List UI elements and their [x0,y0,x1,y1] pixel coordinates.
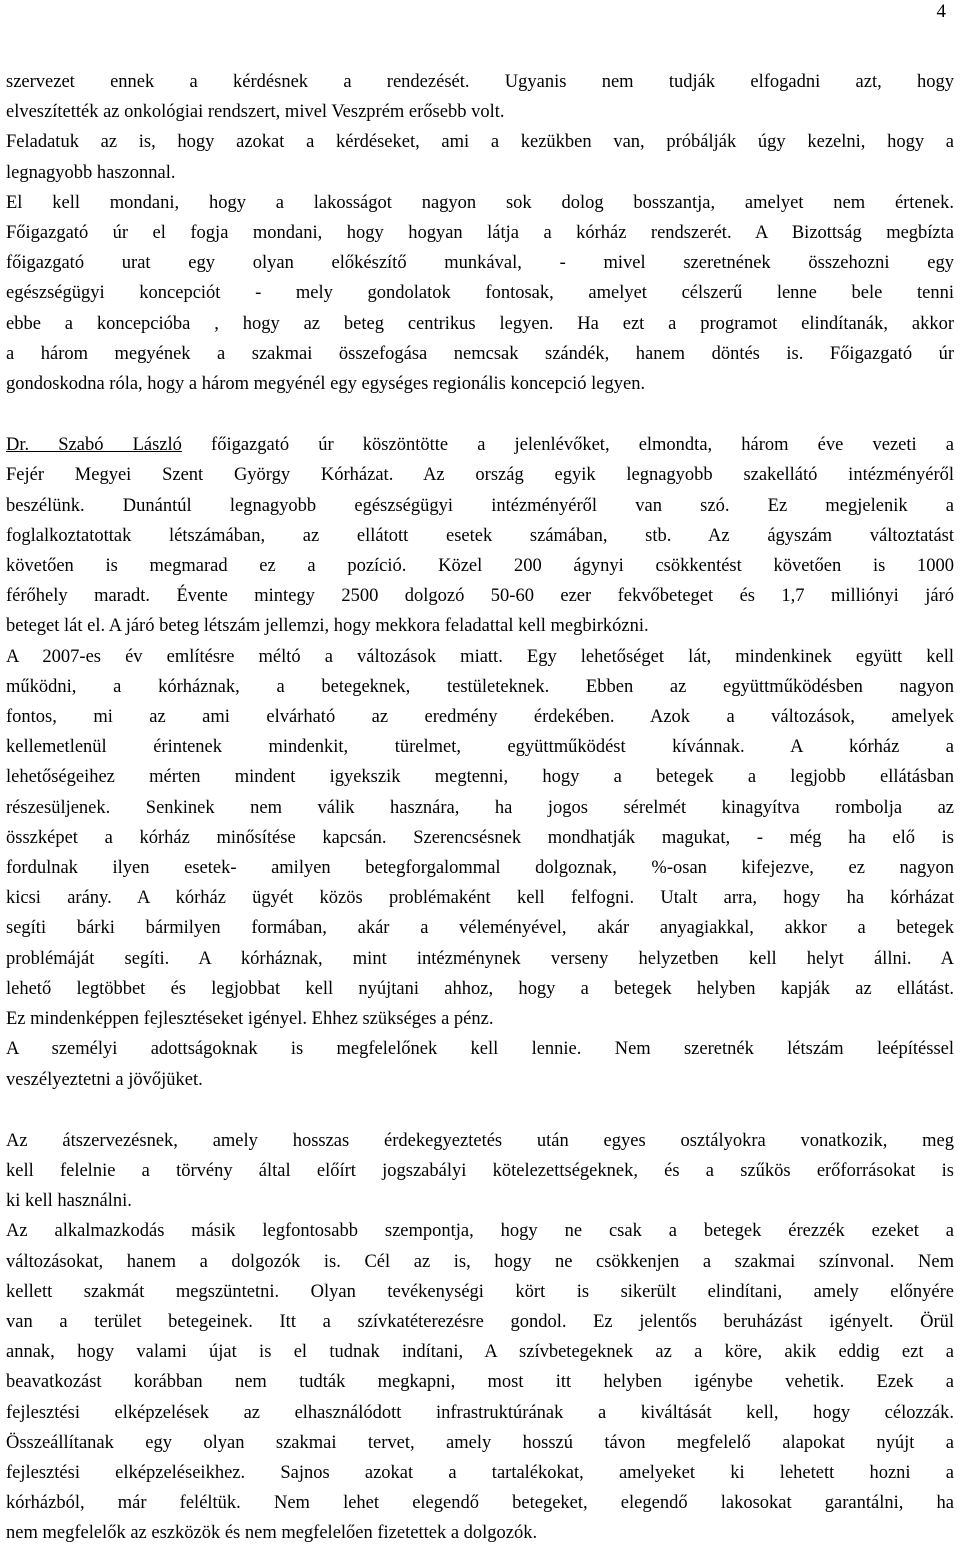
text-line: fontos, mi az ami elvárható az eredmény érdekében. Azok a változások, amelyek [6,707,954,728]
paragraph-gap [6,1095,954,1126]
paragraph-gap [6,399,954,430]
text-line: kicsi arány. A kórház ügyét közös problémaként kell felfogni. Utalt arra, hogy ha kórházat [6,888,954,909]
text-line: főigazgató urat egy olyan előkészítő munkával, - mivel szeretnének összehozni egy [6,253,954,274]
text-line: ebbe a koncepcióba , hogy az beteg centrikus legyen. Ha ezt a programot elindítanák, akkor [6,313,954,334]
text-line: kellett szakmát megszüntetni. Olyan tevékenységi kört is sikerült elindítani, amely előnyére [6,1281,954,1302]
text-line: beteget lát el. A járó beteg létszám jellemzi, hogy mekkora feladattal kell megbirkózni. [6,616,649,637]
text-line: változásokat, hanem a dolgozók is. Cél az is, hogy ne csökkenjen a szakmai színvonal. Nem [6,1251,954,1272]
text-line: kellemetlenül érintenek mindenkit, türelmet, együttműködést kívánnak. A kórház a [6,737,954,758]
text-line: fejlesztési elképzeléseikhez. Sajnos azokat a tartalékokat, amelyeket ki lehetett hozni a [6,1462,954,1483]
text-line: egészségügyi koncepciót - mely gondolatok fontosak, amelyet célszerű lenne bele tenni [6,283,954,304]
text-line: férőhely maradt. Évente mintegy 2500 dolgozó 50-60 ezer fekvőbeteget és 1,7 milliónyi járó [6,586,954,607]
text-line: lehetőségeihez mérten mindent igyekszik megtenni, hogy a betegek a legjobb ellátásban [6,767,954,788]
text-line: gondoskodna róla, hogy a három megyénél egy egységes regionális koncepció legyen. [6,374,646,395]
text-line: ki kell használni. [6,1191,132,1212]
text-line: elveszítették az onkológiai rendszert, mivel Veszprém erősebb volt. [6,102,505,123]
text-line: beszélünk. Dunántúl legnagyobb egészségügyi intézményéről van szó. Ez megjelenik a [6,495,954,516]
text-line: veszélyeztetni a jövőjüket. [6,1069,203,1090]
text-line: szervezet ennek a kérdésnek a rendezését. Ugyanis nem tudják elfogadni azt, hogy [6,72,954,92]
text-line: Főigazgató úr el fogja mondani, hogy hogyan látja a kórház rendszerét. A Bizottság megbízta [6,223,954,244]
text-line: legnagyobb haszonnal. [6,162,176,183]
speaker-line: Dr. Szabó László főigazgató úr köszöntötte a jelenlévőket, elmondta, három éve vezeti a [6,435,954,456]
text-line: beavatkozást korábban nem tudták megkapni, most itt helyben igénybe vehetik. Ezek a [6,1372,954,1393]
text-line: Fejér Megyei Szent György Kórházat. Az ország egyik legnagyobb szakellátó intézményéről [6,465,954,486]
speaker-name: Dr. Szabó László [6,435,182,456]
text-line: kell felelnie a törvény által előírt jogszabályi kötelezettségeknek, és a szűkös erőforrásokat is [6,1160,954,1181]
text-line: működni, a kórháznak, a betegeknek, testületeknek. Ebben az együttműködésben nagyon [6,676,954,697]
text-line: problémáját segíti. A kórháznak, mint intézménynek verseny helyzetben kell helyt állni. A [6,948,954,969]
text-line: részesüljenek. Senkinek nem válik hasznára, ha jogos sérelmét kinagyítva rombolja az [6,797,954,818]
text-line: Az alkalmazkodás másik legfontosabb szempontja, hogy ne csak a betegek érezzék ezeket a [6,1221,954,1242]
body-text [6,67,954,1549]
text-line: segíti bárki bármilyen formában, akár a véleményével, akár anyagiakkal, akkor a betegek [6,918,954,939]
text-line: fejlesztési elképzelések az elhasználódott infrastruktúrának a kiváltását kell, hogy célozzák. [6,1402,954,1423]
text-line: követően is megmarad ez a pozíció. Közel 200 ágynyi csökkentést követően is 1000 [6,556,954,577]
text-line: foglalkoztatottak létszámában, az ellátott esetek számában, stb. Az ágyszám változtatást [6,525,954,546]
text-line: Feladatuk az is, hogy azokat a kérdéseket, ami a kezükben van, próbálják úgy kezelni, hogy a [6,132,954,153]
text-line: Ez mindenképpen fejlesztéseket igényel. Ehhez szükséges a pénz. [6,1009,494,1030]
text-line: van a terület betegeinek. Itt a szívkatéterezésre gondol. Ez jelentős beruházást igényelt. Örül [6,1311,954,1332]
text-line: összképet a kórház minősítése kapcsán. Szerencsésnek mondhatják magukat, - még ha elő is [6,827,954,848]
text-line: a három megyének a szakmai összefogása nemcsak szándék, hanem döntés is. Főigazgató úr [6,343,954,364]
text-line: kórházból, már feléltük. Nem lehet elegendő betegeket, elegendő lakosokat garantálni, ha [6,1493,954,1514]
text-line: A személyi adottságoknak is megfelelőnek kell lennie. Nem szeretnék létszám leépítéssel [6,1039,954,1060]
text-line: nem megfelelők az eszközök és nem megfelelően fizetettek a dolgozók. [6,1523,538,1544]
text-line: Az átszervezésnek, amely hosszas érdekegyeztetés után egyes osztályokra vonatkozik, meg [6,1130,954,1151]
text-line: annak, hogy valami újat is el tudnak indítani, A szívbetegeknek az a köre, akik eddig ezt a [6,1342,954,1363]
text-line: A 2007-es év említésre méltó a változások miatt. Egy lehetőséget lát, mindenkinek együtt kell [6,646,954,667]
text-line: fordulnak ilyen esetek- amilyen betegforgalommal dolgoznak, %-osan kifejezve, ez nagyon [6,858,954,879]
text-line: lehető legtöbbet és legjobbat kell nyújtani ahhoz, hogy a betegek helyben kapják az ellátást. [6,978,954,999]
text-line: El kell mondani, hogy a lakosságot nagyon sok dolog bosszantja, amelyet nem értenek. [6,192,954,213]
text-line: Összeállítanak egy olyan szakmai tervet, amely hosszú távon megfelelő alapokat nyújt a [6,1432,954,1453]
page-number: 4 [936,1,946,22]
